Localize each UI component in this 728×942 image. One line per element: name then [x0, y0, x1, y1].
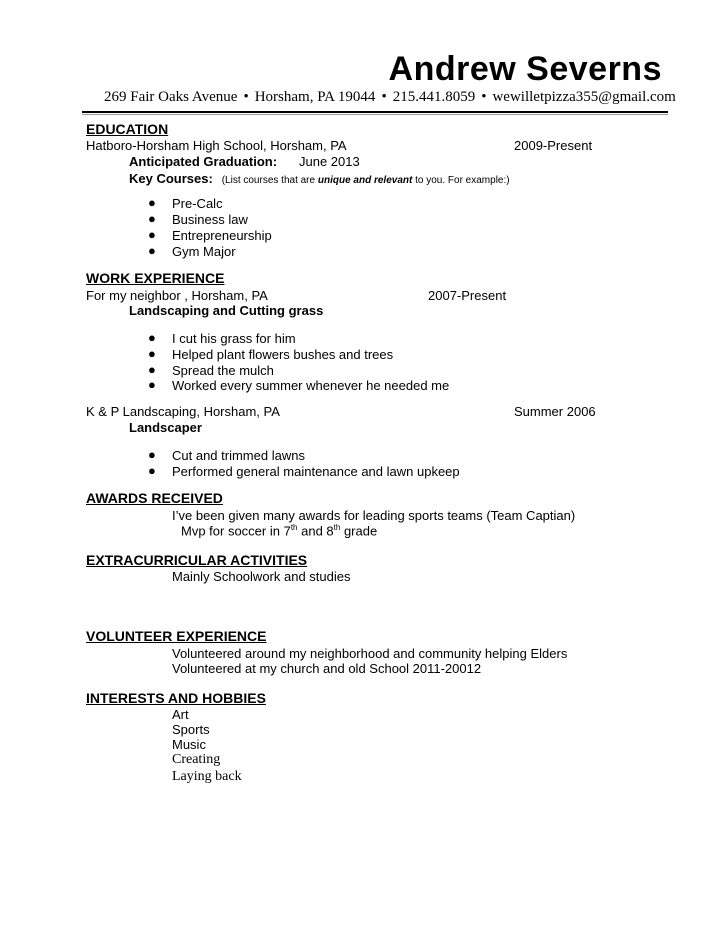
employer: K & P Landscaping, Horsham, PA [86, 404, 280, 419]
award-line: I’ve been given many awards for leading sports teams (Team Captian) [172, 508, 576, 523]
list-item: ● Entrepreneurship [148, 227, 272, 243]
list-item: ● Worked every summer whenever he needed me [148, 377, 450, 393]
list-item: ● Spread the mulch [148, 362, 274, 378]
key-courses-note-emphasis: unique and relevant [317, 175, 413, 186]
list-item: ● Cut and trimmed lawns [148, 447, 305, 463]
duty-item: Cut and trimmed lawns [172, 448, 305, 463]
volunteer-heading: VOLUNTEER EXPERIENCE [86, 628, 267, 644]
separator: • [481, 89, 487, 105]
job-dates: 2007-Present [428, 288, 507, 303]
course-item: Pre-Calc [172, 196, 223, 211]
list-item: ● Gym Major [148, 243, 236, 259]
address: 269 Fair Oaks Avenue [104, 89, 238, 105]
applicant-name: Andrew Severns [388, 50, 662, 88]
volunteer-line: Volunteered around my neighborhood and community helping Elders [172, 646, 568, 661]
key-courses-line [129, 170, 510, 188]
city: Horsham, PA 19044 [254, 89, 376, 105]
interest-item: Sports [172, 722, 210, 737]
key-courses-note-pre: (List courses that are [221, 175, 318, 186]
job-dates: Summer 2006 [514, 404, 596, 419]
separator: • [381, 89, 387, 105]
job-title: Landscaper [129, 420, 202, 435]
volunteer-line: Volunteered at my church and old School 2011-20012 [172, 661, 482, 676]
header-rule-thin [82, 114, 668, 115]
interest-item: Music [172, 737, 206, 752]
job-title: Landscaping and Cutting grass [129, 303, 324, 318]
duty-item: Spread the mulch [172, 363, 274, 378]
duty-item: Performed general maintenance and lawn upkeep [172, 464, 460, 479]
interest-item: Creating [172, 752, 221, 767]
ordinal-suffix: th [333, 523, 341, 532]
course-item: Business law [172, 212, 248, 227]
duty-item: Helped plant flowers bushes and trees [172, 347, 394, 362]
interest-item: Art [172, 707, 189, 722]
course-item: Gym Major [172, 244, 236, 259]
duty-item: I cut his grass for him [172, 331, 296, 346]
education-heading: EDUCATION [86, 121, 169, 137]
interest-item: Laying back [172, 769, 242, 784]
separator: • [243, 89, 249, 105]
extracurricular-heading: EXTRACURRICULAR ACTIVITIES [86, 552, 308, 568]
course-item: Entrepreneurship [172, 228, 272, 243]
list-item: ● Business law [148, 211, 248, 227]
key-courses-label: Key Courses: [129, 171, 213, 186]
graduation-value: June 2013 [299, 154, 360, 169]
ordinal-suffix: th [290, 523, 298, 532]
awards-heading: AWARDS RECEIVED [86, 490, 223, 506]
work-heading: WORK EXPERIENCE [86, 270, 225, 286]
award-text: grade [340, 523, 378, 539]
duty-item: Worked every summer whenever he needed me [172, 378, 450, 393]
email: wewilletpizza355@gmail.com [492, 89, 676, 105]
phone: 215.441.8059 [392, 89, 476, 105]
award-text: and 8 [297, 523, 334, 539]
school-name: Hatboro-Horsham High School, Horsham, PA [86, 138, 347, 153]
interests-heading: INTERESTS AND HOBBIES [86, 690, 266, 706]
list-item: ● I cut his grass for him [148, 330, 296, 346]
list-item: ● Pre-Calc [148, 195, 223, 211]
contact-line [104, 89, 676, 106]
list-item: ● Performed general maintenance and lawn upkeep [148, 463, 460, 479]
key-courses-note-post: to you. For example:) [412, 175, 510, 186]
employer: For my neighbor , Horsham, PA [86, 288, 268, 303]
extracurricular-line: Mainly Schoolwork and studies [172, 569, 351, 584]
award-text: Mvp for soccer in 7 [181, 523, 291, 539]
list-item: ● Helped plant flowers bushes and trees [148, 346, 394, 362]
award-line [181, 523, 377, 538]
graduation-label: Anticipated Graduation: [129, 154, 278, 169]
header-rule [82, 111, 668, 113]
school-dates: 2009-Present [514, 138, 593, 153]
